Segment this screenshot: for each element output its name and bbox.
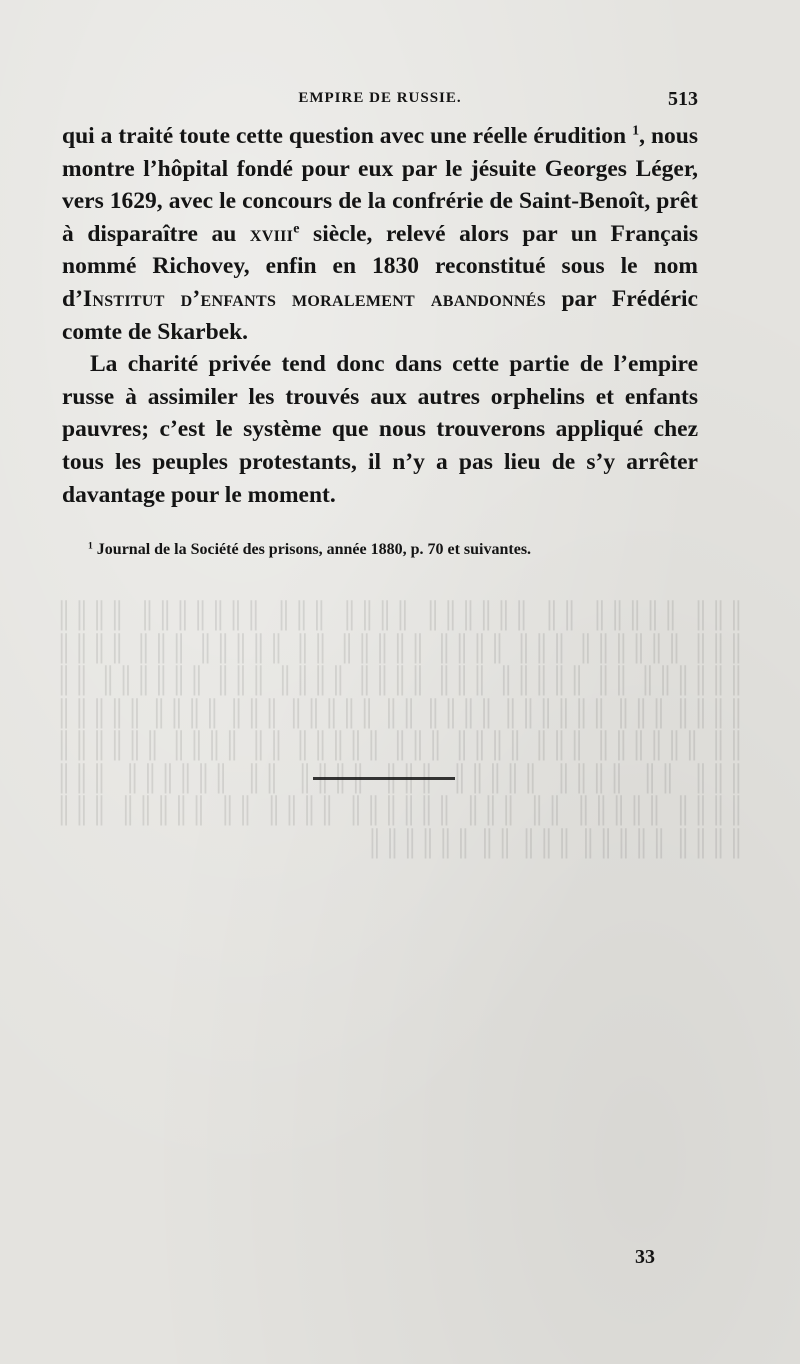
- institution-name: Institut d’enfants moralement abandonnés: [82, 285, 546, 312]
- main-text: [62, 120, 698, 511]
- text-run: par Frédéric comte de Skarbek.: [62, 285, 698, 345]
- footnote: [88, 539, 700, 561]
- bleed-through-rule: [313, 777, 455, 780]
- century-numeral: xviii: [249, 220, 294, 247]
- century-superscript: e: [293, 220, 300, 237]
- bleed-through-texture: ║║║ ║║║║║ ║║ ║║║║║║ ║║║║ ║║║ ║║║║║║║ ║║║║ ║║║ ║║║║║║ ║║║ ║║║║ ║║║║║ ║║ ║║║║║ ║║║ ║║║║ ║║║║║║ ║║ ║║║║║ ║║║ ║║║║ ║║║║ ║║║ ║║║║║║ ║║ ║║║║ ║║║ ║║║║║║ ║║║║ ║║ ║║║║║ ║║║ ║║║║ ║║║║║ ║║ ║║║║║║ ║║║ ║║║║ ║║║ ║║║║║ ║║ ║║║║ ║║║║║║ ║║║ ║║ ║║║║ ║║║║║ ║║║ ║║║║ ║║ ║║║║║║ ║║║ ║║║║ ║║║║║ ║║ ║║║ ║║║║║║ ║║║║ ║║ ║║║║║ ║║║ ║║║║ ║║║║║ ║║║ ║║ ║║║║║║: [55, 602, 745, 857]
- page-header: [62, 88, 698, 116]
- text-run: , nous montre l’hôpital fondé pour eux par le jésuite Georges Léger, vers 1629, avec le concours de la confrérie de Saint-Benoît, prêt à disparaître au: [62, 123, 699, 247]
- signature-mark: 33: [635, 1246, 655, 1268]
- footnote-reference: 1: [632, 122, 640, 139]
- paragraph-1: [62, 120, 698, 348]
- footnote-marker: 1: [88, 540, 93, 552]
- page-number: 513: [668, 88, 698, 110]
- text-run: siècle, relevé alors par un Français nommé Richovey, enfin en 1830 reconstitué sous le nom d’: [62, 220, 698, 312]
- footnote-text: Journal de la Société des prisons, année 1880, p. 70 et suivantes.: [92, 541, 532, 558]
- paragraph-2: La charité privée tend donc dans cette partie de l’empire russe à assimiler les trouvés aux autres orphelins et enfants pauvres; c’est le système que nous trouverons appliqué chez tous les peuples protestants, il n’y a pas lieu de s’y arrêter davantage pour le moment.: [62, 351, 698, 508]
- running-head: EMPIRE DE RUSSIE.: [298, 90, 462, 106]
- text-run: qui a traité toute cette question avec une réelle érudition: [62, 123, 627, 149]
